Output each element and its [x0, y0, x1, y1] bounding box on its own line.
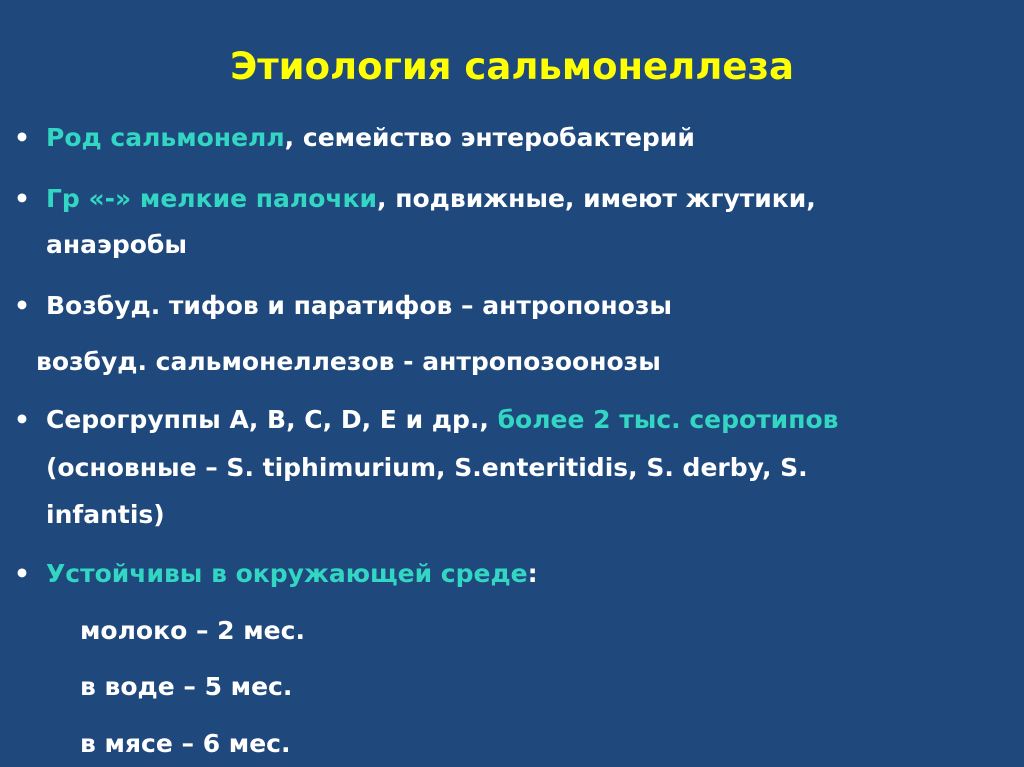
- genus-rest: , семейство энтеробактерий: [284, 123, 695, 152]
- bullet-marker: •: [14, 291, 30, 320]
- resistance-accent: Устойчивы в окружающей среде: [46, 559, 528, 588]
- resistance-rest: :: [527, 559, 538, 588]
- morphology-rest: , подвижные, имеют жгутики,: [377, 184, 816, 213]
- resistance-milk: молоко – 2 мес.: [80, 616, 305, 645]
- bullet-marker: •: [14, 123, 30, 152]
- bullet-morphology: [46, 182, 816, 216]
- genus-accent: Род сальмонелл: [46, 123, 285, 152]
- pathogens-line2: возбуд. сальмонеллезов - антропозоонозы: [36, 347, 661, 376]
- resistance-water: в воде – 5 мес.: [80, 672, 293, 701]
- serogroups-line2: (основные – S. tiphimurium, S.enteritidis, S. derby, S.: [46, 453, 808, 482]
- bullet-marker: •: [14, 405, 30, 434]
- morphology-line2: анаэробы: [46, 230, 187, 259]
- bullet-genus: [46, 121, 695, 155]
- bullet-marker: •: [14, 559, 30, 588]
- resistance-meat: в мясе – 6 мес.: [80, 729, 291, 758]
- morphology-accent: Гр «-» мелкие палочки: [46, 184, 378, 213]
- serogroups-start: Серогруппы А, В, С, D, Е и др.,: [46, 405, 498, 434]
- bullet-serogroups: [46, 403, 838, 437]
- serogroups-accent: более 2 тыс. серотипов: [497, 405, 839, 434]
- bullet-marker: •: [14, 184, 30, 213]
- serogroups-line3: infantis): [46, 500, 165, 529]
- bullet-resistance: [46, 557, 538, 591]
- slide-title: Этиология сальмонеллеза: [230, 45, 794, 88]
- pathogens-line1: Возбуд. тифов и паратифов – антропонозы: [46, 291, 672, 320]
